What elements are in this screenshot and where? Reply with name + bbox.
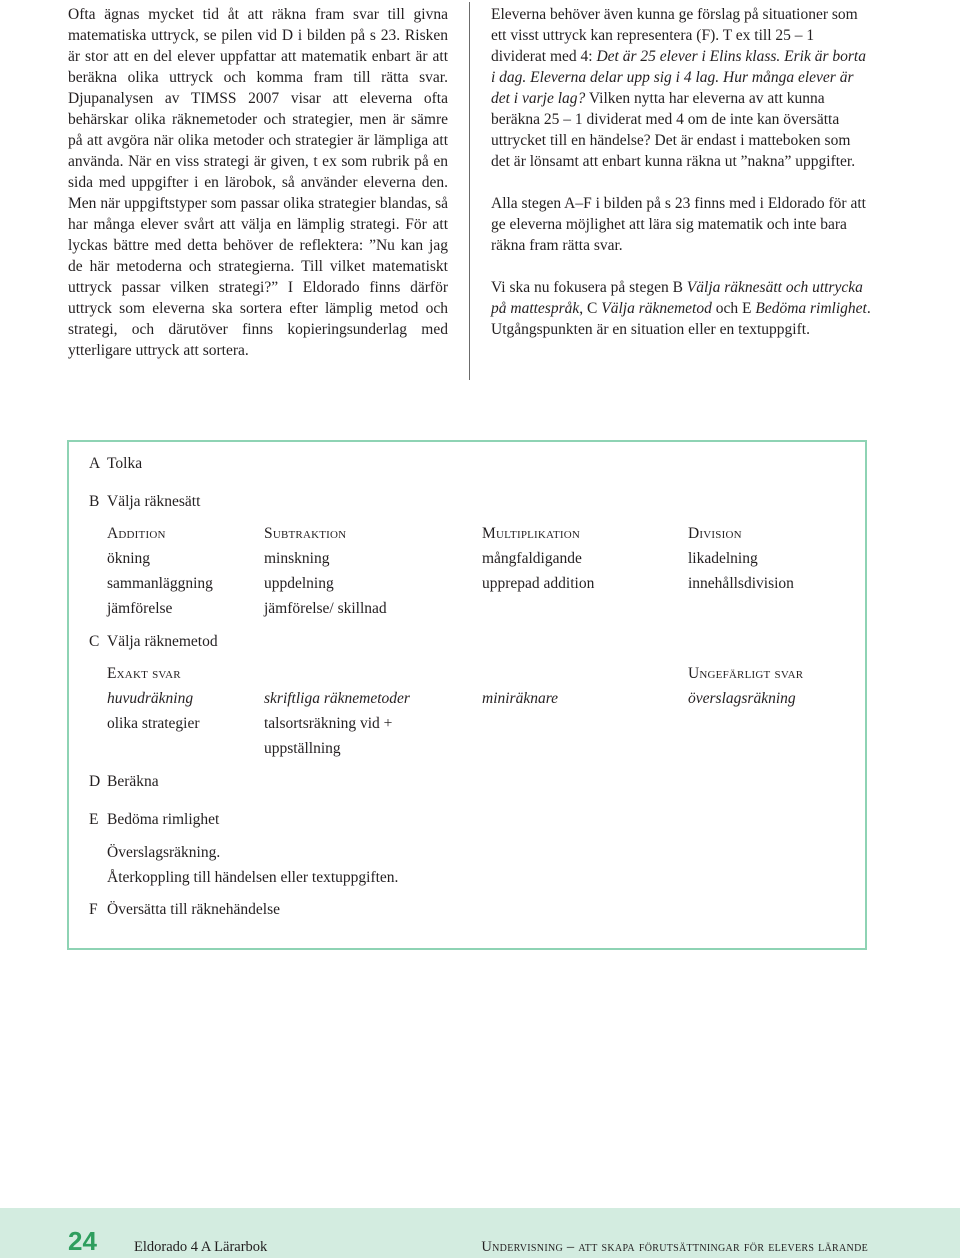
left-text-column bbox=[68, 4, 448, 382]
operation-cell: innehållsdivision bbox=[688, 575, 794, 592]
step-title: Beräkna bbox=[107, 773, 159, 790]
method-cell: miniräknare bbox=[482, 690, 559, 707]
method-cell: olika strategier bbox=[107, 715, 200, 732]
operation-cell: mångfaldigande bbox=[482, 550, 582, 567]
feedback-line: Återkoppling till händelsen eller textuppgiften. bbox=[107, 869, 399, 886]
method-cell: uppställning bbox=[264, 740, 341, 757]
step-title: Översätta till räknehändelse bbox=[107, 901, 281, 918]
estimation-line: Överslagsräkning. bbox=[107, 844, 221, 861]
division-header: Division bbox=[688, 525, 742, 542]
operation-cell: uppdelning bbox=[264, 575, 334, 592]
right-paragraph-3 bbox=[491, 277, 871, 340]
operation-cell: likadelning bbox=[688, 550, 758, 567]
book-title: Eldorado 4 A Lärarbok bbox=[134, 1239, 268, 1255]
step-letter: C bbox=[89, 633, 100, 650]
step-letter: A bbox=[89, 455, 101, 472]
operation-cell: minskning bbox=[264, 550, 330, 567]
step-title: Bedöma rimlighet bbox=[107, 811, 220, 828]
text-run: Vilken nytta har eleverna av att kunna beräkna 25 – 1 dividerat med 4 om de inte kan översätta uttrycket till en händelse? Det är endast i matteboken som det är lönsamt att enbart kunna räkna ut ”nakna” uppgifter. bbox=[491, 90, 856, 170]
addition-header: Addition bbox=[107, 525, 166, 542]
step-title: Välja räknemetod bbox=[107, 633, 218, 650]
operation-cell: jämförelse/ skillnad bbox=[264, 600, 387, 617]
text-run: Vi ska nu fokusera på stegen B bbox=[491, 279, 687, 296]
method-cell: överslagsräkning bbox=[688, 690, 796, 707]
step-e-name: Bedöma rimlighet bbox=[755, 300, 867, 317]
exact-answer-header: Exakt svar bbox=[107, 665, 181, 682]
step-letter: F bbox=[89, 901, 98, 918]
method-cell: huvudräkning bbox=[107, 690, 194, 707]
method-cell: talsortsräkning vid + bbox=[264, 715, 393, 732]
right-paragraph-1 bbox=[491, 4, 871, 172]
approximate-answer-header: Ungefärligt svar bbox=[688, 665, 804, 682]
page-footer bbox=[0, 1208, 960, 1258]
column-divider bbox=[469, 2, 470, 380]
chapter-title: Undervisning – att skapa förutsättningar för elevers lärande bbox=[481, 1239, 868, 1255]
method-cell: skriftliga räknemetoder bbox=[264, 690, 410, 707]
multiplication-header: Multiplikation bbox=[482, 525, 581, 542]
example-story: Det är 25 elever i Elins klass. Erik är borta i dag. Eleverna delar upp sig i 4 lag. Hur många elever är det i varje lag? bbox=[491, 48, 866, 107]
text-run: . Utgångspunkten är en situation eller en textuppgift. bbox=[491, 300, 871, 338]
steps-figure-box bbox=[67, 440, 867, 950]
text-run: Eleverna behöver även kunna ge förslag på situationer som ett visst uttryck kan representera (F). T ex till 25 – 1 dividerat med 4: bbox=[491, 6, 858, 65]
text-run: , C bbox=[579, 300, 602, 317]
left-paragraph: Ofta ägnas mycket tid åt att räkna fram svar till givna matematiska uttryck, se pilen vid D i bilden på s 23. Risken är stor att en del elever uppfattar att matematik enbart är att beräkna olika uttryck och komma fram till rätta svar. Djupanalysen av TIMSS 2007 visar att eleverna ofta behärskar olika räknemetoder och strategier, men är sämre på att avgöra när olika metoder och strategier är lämpliga att använda. När en viss strategi är given, t ex som rubrik på en sida med uppgifter i en lärobok, så använder eleverna den. Men när uppgiftstyper som passar olika strategier blandas, så har många elever svårt att välja en lämplig strategi. För att lyckas bättre med detta behöver de reflektera: ”Nu kan jag de här metoderna och strategierna. Till vilket matematiskt uttryck passar vilken strategi?” I Eldorado finns därför uttryck som eleverna ska sortera efter lämplig metod och strategi, och därutöver finns kopieringsunderlag med ytterligare uttryck att sortera. bbox=[68, 6, 448, 359]
operation-cell: ökning bbox=[107, 550, 151, 567]
step-letter: D bbox=[89, 773, 101, 790]
step-c-name: Välja räknemetod bbox=[601, 300, 712, 317]
operation-cell: jämförelse bbox=[107, 600, 173, 617]
step-letter: B bbox=[89, 493, 100, 510]
text-run: och E bbox=[711, 300, 756, 317]
step-letter: E bbox=[89, 811, 99, 828]
step-title: Välja räknesätt bbox=[107, 493, 201, 510]
right-paragraph-2: Alla stegen A–F i bilden på s 23 finns med i Eldorado för att ge eleverna möjlighet att lära sig matematik och inte bara räkna fram rätta svar. bbox=[491, 195, 866, 254]
operation-cell: upprepad addition bbox=[482, 575, 595, 592]
right-text-column bbox=[491, 4, 871, 361]
step-title: Tolka bbox=[107, 455, 143, 472]
page-number: 24 bbox=[68, 1226, 97, 1256]
operation-cell: sammanläggning bbox=[107, 575, 213, 592]
step-b-name: Välja räknesätt och uttrycka på mattespråk bbox=[491, 279, 863, 317]
subtraction-header: Subtraktion bbox=[264, 525, 347, 542]
